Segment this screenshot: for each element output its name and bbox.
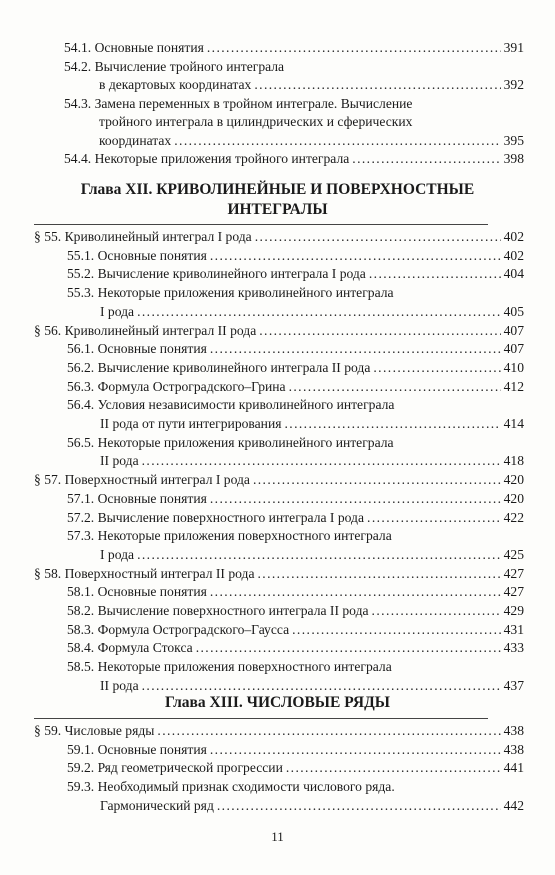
- entry-page: 427: [503, 584, 524, 600]
- chapter-title-line1: Глава XII. КРИВОЛИНЕЙНЫЕ И ПОВЕРХНОСТНЫЕ: [80, 181, 475, 198]
- toc-entry[interactable]: [67, 527, 392, 545]
- leader-dots: [137, 546, 501, 564]
- entry-title: Условия независимости криволинейного интеграла: [97, 397, 395, 413]
- entry-number: 56.1.: [67, 341, 95, 357]
- section-number: § 58.: [34, 565, 62, 581]
- toc-entry-continuation: [99, 132, 524, 150]
- leader-dots: [367, 509, 501, 527]
- toc-entry-continuation: [100, 303, 524, 321]
- entry-title: Ряд геометрической прогрессии: [97, 760, 283, 776]
- toc-section[interactable]: [34, 322, 524, 340]
- entry-title: Вычисление поверхностного интеграла I рода: [97, 509, 365, 525]
- toc-section-54: [64, 39, 524, 169]
- entry-title-cont: Гармонический ряд: [100, 797, 214, 813]
- entry-title-cont: II рода: [100, 453, 139, 469]
- toc-entry-continuation: [100, 546, 524, 564]
- toc-entry[interactable]: [67, 396, 394, 414]
- entry-page: 427: [503, 565, 524, 581]
- section-number: § 55.: [34, 229, 62, 244]
- toc-entry[interactable]: [67, 378, 524, 396]
- entry-number: 55.3.: [67, 285, 95, 301]
- entry-title: Основные понятия: [97, 490, 207, 506]
- entry-page: 429: [503, 603, 524, 618]
- page-number: 11: [271, 829, 284, 844]
- entry-page: 414: [503, 416, 524, 431]
- entry-page: 410: [503, 359, 524, 375]
- entry-page: 407: [503, 322, 524, 338]
- leader-dots: [210, 247, 501, 265]
- leader-dots: [259, 322, 500, 340]
- entry-number: 57.3.: [67, 528, 95, 544]
- entry-number: 56.5.: [67, 434, 95, 450]
- entry-page: 420: [503, 490, 524, 506]
- entry-number: 58.2.: [67, 603, 95, 618]
- chapter-title-line1: Глава XIII. ЧИСЛОВЫЕ РЯДЫ: [165, 694, 390, 711]
- entry-page: 433: [503, 640, 524, 656]
- entry-page: 398: [503, 151, 524, 166]
- entry-title: Вычисление тройного интеграла: [94, 59, 285, 74]
- entry-title: Вычисление криволинейного интеграла II рода: [97, 359, 371, 375]
- toc-entry-continuation: [100, 415, 524, 433]
- leader-dots: [286, 759, 501, 777]
- entry-number: 59.2.: [67, 760, 95, 776]
- entry-title: Основные понятия: [97, 741, 207, 757]
- leader-dots: [210, 583, 501, 601]
- entry-title-cont: I рода: [100, 303, 135, 319]
- entry-title: Некоторые приложения поверхностного интеграла: [97, 659, 392, 675]
- entry-number: 55.1.: [67, 247, 95, 263]
- chapter-heading: [0, 693, 555, 713]
- leader-dots: [373, 359, 500, 377]
- entry-title: Формула Остроградского–Гаусса: [97, 621, 290, 637]
- entry-page: 422: [503, 509, 524, 525]
- section-number: § 56.: [34, 322, 62, 338]
- toc-chapter-12: [34, 228, 524, 693]
- entry-title: Формула Остроградского–Грина: [97, 378, 286, 394]
- entry-page: 425: [503, 546, 524, 562]
- entry-title: Поверхностный интеграл II рода: [64, 565, 255, 581]
- entry-title-cont: II рода: [100, 677, 139, 693]
- entry-page: 441: [503, 760, 524, 776]
- entry-number: 55.2.: [67, 266, 95, 282]
- section-number: § 57.: [34, 472, 62, 488]
- toc-section[interactable]: [34, 722, 524, 740]
- entry-title-cont: II рода от пути интегрирования: [100, 416, 282, 431]
- entry-page: 438: [503, 741, 524, 757]
- toc-entry[interactable]: [67, 621, 524, 639]
- entry-number: 57.1.: [67, 490, 95, 506]
- leader-dots: [372, 602, 501, 620]
- entry-title: Криволинейный интеграл I рода: [64, 229, 252, 244]
- entry-title: Некоторые приложения поверхностного интеграла: [97, 528, 392, 544]
- entry-title-cont: тройного интеграла в цилиндрических и сферических: [99, 114, 413, 129]
- toc-entry-continuation: [99, 76, 524, 94]
- entry-page: 412: [503, 378, 524, 394]
- leader-dots: [157, 722, 500, 740]
- toc-entry[interactable]: [67, 741, 524, 759]
- divider: [34, 718, 488, 719]
- entry-title: Вычисление поверхностного интеграла II рода: [97, 603, 369, 618]
- section-number: § 59.: [34, 723, 62, 738]
- entry-title: Криволинейный интеграл II рода: [64, 322, 257, 338]
- leader-dots: [257, 565, 500, 583]
- entry-number: 59.1.: [67, 741, 95, 757]
- leader-dots: [284, 415, 500, 433]
- entry-number: 56.2.: [67, 359, 95, 375]
- toc-entry[interactable]: [64, 58, 284, 76]
- entry-number: 56.4.: [67, 397, 95, 413]
- entry-page: 438: [503, 723, 524, 738]
- entry-page: 402: [503, 229, 524, 244]
- toc-entry[interactable]: [67, 778, 395, 796]
- entry-page: 407: [503, 341, 524, 357]
- entry-title-cont: в декартовых координатах: [99, 77, 252, 92]
- entry-number: 54.2.: [64, 59, 92, 74]
- entry-page: 402: [503, 247, 524, 263]
- entry-title: Формула Стокса: [97, 640, 193, 656]
- leader-dots: [210, 490, 501, 508]
- toc-entry[interactable]: [64, 95, 412, 113]
- leader-dots: [292, 621, 500, 639]
- toc-entry-continuation: [100, 797, 524, 815]
- toc-entry[interactable]: [67, 759, 524, 777]
- leader-dots: [217, 797, 501, 815]
- entry-title: Поверхностный интеграл I рода: [64, 472, 250, 488]
- toc-entry-continuation: [100, 452, 524, 470]
- entry-title: Некоторые приложения криволинейного интеграла: [97, 434, 394, 450]
- leader-dots: [255, 228, 501, 246]
- toc-entry[interactable]: [67, 490, 524, 508]
- entry-page: 395: [503, 133, 524, 148]
- entry-title: Необходимый признак сходимости числового ряда.: [97, 779, 395, 795]
- entry-number: 54.4.: [64, 151, 92, 166]
- toc-entry[interactable]: [67, 247, 524, 265]
- entry-page: 405: [503, 303, 524, 319]
- toc-entry[interactable]: [67, 639, 524, 657]
- leader-dots: [142, 452, 501, 470]
- toc-section[interactable]: [34, 228, 524, 246]
- entry-number: 57.2.: [67, 509, 95, 525]
- entry-page: 431: [503, 621, 524, 637]
- entry-number: 54.3.: [64, 96, 92, 111]
- leader-dots: [137, 303, 501, 321]
- entry-page: 392: [503, 77, 524, 92]
- entry-title: Вычисление криволинейного интеграла I рода: [97, 266, 366, 282]
- entry-title-cont: координатах: [99, 133, 172, 148]
- toc-entry[interactable]: [67, 284, 394, 302]
- toc-chapter-13: [34, 722, 524, 822]
- divider: [34, 224, 488, 225]
- toc-entry[interactable]: [67, 359, 524, 377]
- leader-dots: [210, 340, 501, 358]
- toc-entry[interactable]: [67, 265, 524, 283]
- entry-title: Основные понятия: [94, 40, 204, 55]
- toc-section[interactable]: [34, 471, 524, 489]
- toc-section[interactable]: [34, 565, 524, 583]
- entry-title: Основные понятия: [97, 341, 207, 357]
- toc-entry[interactable]: [67, 583, 524, 601]
- entry-page: 391: [503, 40, 524, 55]
- leader-dots: [369, 265, 501, 283]
- leader-dots: [210, 741, 501, 759]
- entry-number: 59.3.: [67, 779, 95, 795]
- toc-entry[interactable]: [64, 39, 524, 57]
- entry-page: 404: [503, 266, 524, 282]
- toc-entry[interactable]: [67, 602, 524, 620]
- entry-title: Числовые ряды: [64, 723, 155, 738]
- entry-number: 58.5.: [67, 659, 95, 675]
- entry-number: 58.4.: [67, 640, 95, 656]
- entry-page: 418: [503, 453, 524, 469]
- toc-entry[interactable]: [67, 434, 394, 452]
- entry-number: 56.3.: [67, 378, 95, 394]
- toc-entry[interactable]: [64, 150, 524, 168]
- entry-title: Некоторые приложения криволинейного интеграла: [97, 285, 394, 301]
- toc-entry[interactable]: [67, 340, 524, 358]
- toc-entry[interactable]: [67, 658, 392, 676]
- entry-number: 58.1.: [67, 584, 95, 600]
- entry-number: 54.1.: [64, 40, 92, 55]
- leader-dots: [289, 378, 501, 396]
- entry-page: 442: [503, 797, 524, 813]
- entry-number: 58.3.: [67, 621, 95, 637]
- entry-title-cont: I рода: [100, 546, 135, 562]
- entry-title: Замена переменных в тройном интеграле. Вычисление: [94, 96, 413, 111]
- entry-title: Основные понятия: [97, 247, 207, 263]
- leader-dots: [196, 639, 501, 657]
- chapter-title-line2: ИНТЕГРАЛЫ: [227, 201, 328, 218]
- entry-page: 437: [503, 677, 524, 693]
- entry-title: Основные понятия: [97, 584, 207, 600]
- chapter-heading: [0, 180, 555, 220]
- entry-title: Некоторые приложения тройного интеграла: [94, 151, 350, 166]
- toc-entry-continuation: [99, 113, 412, 131]
- entry-page: 420: [503, 472, 524, 488]
- toc-entry[interactable]: [67, 509, 524, 527]
- leader-dots: [253, 471, 501, 489]
